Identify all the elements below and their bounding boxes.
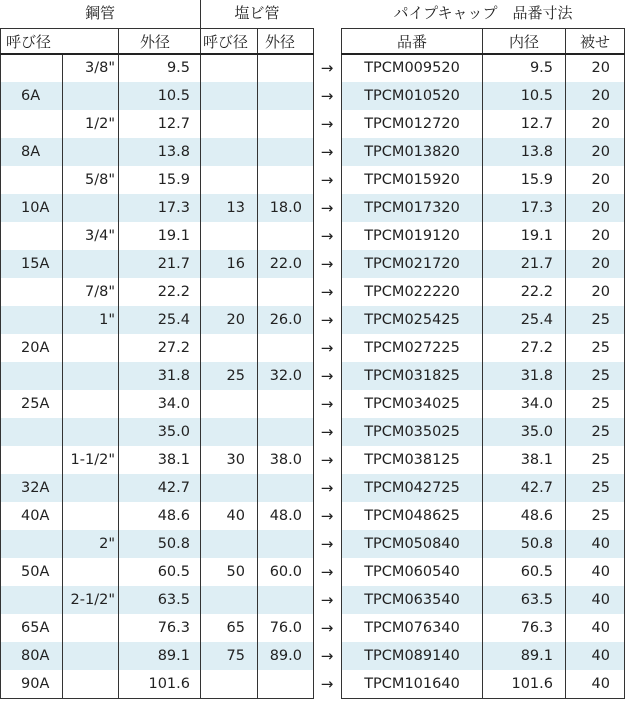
cap-inner-diameter: 35.0 bbox=[520, 424, 553, 440]
part-number: TPCM048625 bbox=[364, 508, 460, 524]
part-number: TPCM022220 bbox=[364, 284, 460, 300]
arrow-icon: → bbox=[320, 619, 334, 637]
arrow-icon: → bbox=[320, 675, 334, 693]
cap-inner-diameter: 12.7 bbox=[520, 116, 553, 132]
pvc-od: 26.0 bbox=[269, 312, 302, 328]
cap-overlap: 40 bbox=[591, 536, 610, 552]
steel-nominal-a: 6A bbox=[21, 88, 41, 104]
cap-inner-diameter: 10.5 bbox=[520, 88, 553, 104]
steel-od: 38.1 bbox=[157, 452, 190, 468]
steel-nominal-a: 90A bbox=[21, 676, 50, 692]
part-number: TPCM063540 bbox=[364, 592, 460, 608]
cap-overlap: 20 bbox=[591, 60, 610, 76]
steel-od: 17.3 bbox=[157, 200, 190, 216]
steel-nominal-a: 32A bbox=[21, 480, 50, 496]
cap-inner-diameter: 17.3 bbox=[520, 200, 553, 216]
cap-inner-diameter: 25.4 bbox=[520, 312, 553, 328]
arrow-icon: → bbox=[320, 423, 334, 441]
steel-od: 27.2 bbox=[157, 340, 190, 356]
steel-od: 76.3 bbox=[157, 620, 190, 636]
steel-od: 9.5 bbox=[166, 60, 190, 76]
cap-overlap: 25 bbox=[591, 312, 610, 328]
cap-inner-diameter: 31.8 bbox=[520, 368, 553, 384]
pvc-od: 76.0 bbox=[269, 620, 302, 636]
cap-overlap: 40 bbox=[591, 676, 610, 692]
part-number: TPCM012720 bbox=[364, 116, 460, 132]
steel-od: 101.6 bbox=[148, 676, 190, 692]
steel-nominal-a: 40A bbox=[21, 508, 50, 524]
steel-od: 63.5 bbox=[157, 592, 190, 608]
col-part-no-header: 品番 bbox=[396, 33, 427, 51]
arrow-icon: → bbox=[320, 395, 334, 413]
pvc-nominal: 30 bbox=[226, 452, 245, 468]
steel-nominal-inch: 5/8" bbox=[84, 172, 115, 188]
cap-overlap: 25 bbox=[591, 452, 610, 468]
arrow-icon: → bbox=[320, 59, 334, 77]
steel-nominal-inch: 3/8" bbox=[84, 60, 115, 76]
part-number: TPCM031825 bbox=[364, 368, 460, 384]
grid-line bbox=[341, 28, 342, 698]
arrow-icon: → bbox=[320, 115, 334, 133]
grid-line bbox=[565, 28, 566, 698]
arrow-icon: → bbox=[320, 367, 334, 385]
grid-line bbox=[0, 698, 314, 699]
steel-od: 35.0 bbox=[157, 424, 190, 440]
cap-overlap: 20 bbox=[591, 144, 610, 160]
cap-overlap: 20 bbox=[591, 88, 610, 104]
cap-overlap: 25 bbox=[591, 368, 610, 384]
col-overlap-header: 被せ bbox=[579, 33, 610, 51]
part-number: TPCM101640 bbox=[364, 676, 460, 692]
part-number: TPCM017320 bbox=[364, 200, 460, 216]
cap-inner-diameter: 22.2 bbox=[520, 284, 553, 300]
steel-nominal-a: 8A bbox=[21, 144, 41, 160]
steel-nominal-a: 80A bbox=[21, 648, 50, 664]
grid-line bbox=[257, 28, 258, 698]
steel-nominal-inch: 1-1/2" bbox=[70, 452, 115, 468]
steel-od: 22.2 bbox=[157, 284, 190, 300]
grid-line bbox=[118, 28, 119, 698]
col-nominal-header: 呼び径 bbox=[6, 33, 52, 51]
steel-od: 12.7 bbox=[157, 116, 190, 132]
part-number: TPCM013820 bbox=[364, 144, 460, 160]
cap-inner-diameter: 50.8 bbox=[520, 536, 553, 552]
cap-inner-diameter: 60.5 bbox=[520, 564, 553, 580]
cap-inner-diameter: 15.9 bbox=[520, 172, 553, 188]
pvc-od: 89.0 bbox=[269, 648, 302, 664]
arrow-icon: → bbox=[320, 479, 334, 497]
arrow-icon: → bbox=[320, 171, 334, 189]
steel-pipe-header: 鋼管 bbox=[84, 4, 115, 22]
part-number: TPCM060540 bbox=[364, 564, 460, 580]
cap-inner-diameter: 38.1 bbox=[520, 452, 553, 468]
cap-overlap: 40 bbox=[591, 592, 610, 608]
part-number: TPCM042725 bbox=[364, 480, 460, 496]
cap-inner-diameter: 42.7 bbox=[520, 480, 553, 496]
arrow-icon: → bbox=[320, 563, 334, 581]
steel-nominal-inch: 1/2" bbox=[84, 116, 115, 132]
steel-od: 25.4 bbox=[157, 312, 190, 328]
part-number: TPCM025425 bbox=[364, 312, 460, 328]
arrow-icon: → bbox=[320, 255, 334, 273]
cap-overlap: 25 bbox=[591, 396, 610, 412]
pvc-od: 60.0 bbox=[269, 564, 302, 580]
steel-od: 21.7 bbox=[157, 256, 190, 272]
pvc-od: 48.0 bbox=[269, 508, 302, 524]
arrow-icon: → bbox=[320, 451, 334, 469]
grid-line bbox=[0, 53, 314, 55]
steel-od: 34.0 bbox=[157, 396, 190, 412]
steel-od: 50.8 bbox=[157, 536, 190, 552]
pvc-nominal: 50 bbox=[226, 564, 245, 580]
part-number: TPCM019120 bbox=[364, 228, 460, 244]
part-number: TPCM010520 bbox=[364, 88, 460, 104]
cap-overlap: 40 bbox=[591, 564, 610, 580]
grid-line bbox=[62, 54, 63, 698]
cap-inner-diameter: 101.6 bbox=[511, 676, 553, 692]
steel-nominal-inch: 2" bbox=[99, 536, 115, 552]
steel-od: 10.5 bbox=[157, 88, 190, 104]
cap-overlap: 20 bbox=[591, 116, 610, 132]
pvc-nominal: 40 bbox=[226, 508, 245, 524]
steel-nominal-inch: 2-1/2" bbox=[70, 592, 115, 608]
steel-od: 19.1 bbox=[157, 228, 190, 244]
arrow-icon: → bbox=[320, 227, 334, 245]
arrow-icon: → bbox=[320, 507, 334, 525]
cap-inner-diameter: 76.3 bbox=[520, 620, 553, 636]
cap-overlap: 20 bbox=[591, 228, 610, 244]
arrow-icon: → bbox=[320, 339, 334, 357]
cap-inner-diameter: 13.8 bbox=[520, 144, 553, 160]
steel-nominal-a: 25A bbox=[21, 396, 50, 412]
part-number: TPCM089140 bbox=[364, 648, 460, 664]
cap-overlap: 25 bbox=[591, 508, 610, 524]
grid-line bbox=[341, 28, 625, 29]
arrow-icon: → bbox=[320, 311, 334, 329]
arrow-icon: → bbox=[320, 647, 334, 665]
arrow-icon: → bbox=[320, 283, 334, 301]
grid-line bbox=[341, 698, 625, 699]
steel-od: 31.8 bbox=[157, 368, 190, 384]
cap-inner-diameter: 63.5 bbox=[520, 592, 553, 608]
grid-line bbox=[0, 28, 314, 29]
steel-nominal-a: 65A bbox=[21, 620, 50, 636]
cap-inner-diameter: 34.0 bbox=[520, 396, 553, 412]
pipe-cap-header: パイプキャップ 品番寸法 bbox=[393, 4, 573, 22]
grid-line bbox=[0, 28, 1, 698]
steel-nominal-inch: 3/4" bbox=[84, 228, 115, 244]
cap-inner-diameter: 89.1 bbox=[520, 648, 553, 664]
cap-overlap: 40 bbox=[591, 648, 610, 664]
cap-overlap: 25 bbox=[591, 480, 610, 496]
col-pvc-od-header: 外径 bbox=[265, 33, 296, 51]
steel-nominal-inch: 1" bbox=[99, 312, 115, 328]
steel-nominal-a: 15A bbox=[21, 256, 50, 272]
pvc-od: 18.0 bbox=[269, 200, 302, 216]
cap-inner-diameter: 48.6 bbox=[520, 508, 553, 524]
part-number: TPCM027225 bbox=[364, 340, 460, 356]
arrow-icon: → bbox=[320, 199, 334, 217]
grid-line bbox=[313, 28, 314, 698]
cap-overlap: 25 bbox=[591, 340, 610, 356]
part-number: TPCM050840 bbox=[364, 536, 460, 552]
cap-inner-diameter: 19.1 bbox=[520, 228, 553, 244]
arrow-icon: → bbox=[320, 143, 334, 161]
cap-inner-diameter: 9.5 bbox=[529, 60, 553, 76]
pvc-od: 38.0 bbox=[269, 452, 302, 468]
pvc-nominal: 13 bbox=[226, 200, 245, 216]
part-number: TPCM034025 bbox=[364, 396, 460, 412]
steel-nominal-a: 20A bbox=[21, 340, 50, 356]
pvc-od: 22.0 bbox=[269, 256, 302, 272]
cap-overlap: 20 bbox=[591, 256, 610, 272]
steel-od: 13.8 bbox=[157, 144, 190, 160]
pvc-nominal: 20 bbox=[226, 312, 245, 328]
pvc-nominal: 25 bbox=[226, 368, 245, 384]
part-number: TPCM038125 bbox=[364, 452, 460, 468]
steel-nominal-a: 10A bbox=[21, 200, 50, 216]
arrow-icon: → bbox=[320, 591, 334, 609]
cap-inner-diameter: 27.2 bbox=[520, 340, 553, 356]
pvc-nominal: 75 bbox=[226, 648, 245, 664]
cap-overlap: 20 bbox=[591, 172, 610, 188]
steel-od: 48.6 bbox=[157, 508, 190, 524]
cap-overlap: 20 bbox=[591, 200, 610, 216]
part-number: TPCM015920 bbox=[364, 172, 460, 188]
pvc-nominal: 16 bbox=[226, 256, 245, 272]
steel-od: 89.1 bbox=[157, 648, 190, 664]
part-number: TPCM076340 bbox=[364, 620, 460, 636]
cap-overlap: 20 bbox=[591, 284, 610, 300]
pvc-nominal: 65 bbox=[226, 620, 245, 636]
part-number: TPCM035025 bbox=[364, 424, 460, 440]
steel-od: 42.7 bbox=[157, 480, 190, 496]
part-number: TPCM009520 bbox=[364, 60, 460, 76]
pvc-pipe-header: 塩ビ管 bbox=[234, 4, 280, 22]
arrow-icon: → bbox=[320, 87, 334, 105]
cap-overlap: 40 bbox=[591, 620, 610, 636]
part-number: TPCM021720 bbox=[364, 256, 460, 272]
col-pvc-nominal-header: 呼び径 bbox=[203, 33, 249, 51]
steel-nominal-a: 50A bbox=[21, 564, 50, 580]
cap-overlap: 25 bbox=[591, 424, 610, 440]
steel-nominal-inch: 7/8" bbox=[84, 284, 115, 300]
pvc-od: 32.0 bbox=[269, 368, 302, 384]
steel-od: 60.5 bbox=[157, 564, 190, 580]
cap-inner-diameter: 21.7 bbox=[520, 256, 553, 272]
col-od-header: 外径 bbox=[140, 33, 171, 51]
grid-line bbox=[482, 28, 483, 698]
col-id-header: 内径 bbox=[508, 33, 539, 51]
grid-line bbox=[341, 53, 625, 55]
steel-od: 15.9 bbox=[157, 172, 190, 188]
grid-line bbox=[200, 0, 201, 698]
arrow-icon: → bbox=[320, 535, 334, 553]
